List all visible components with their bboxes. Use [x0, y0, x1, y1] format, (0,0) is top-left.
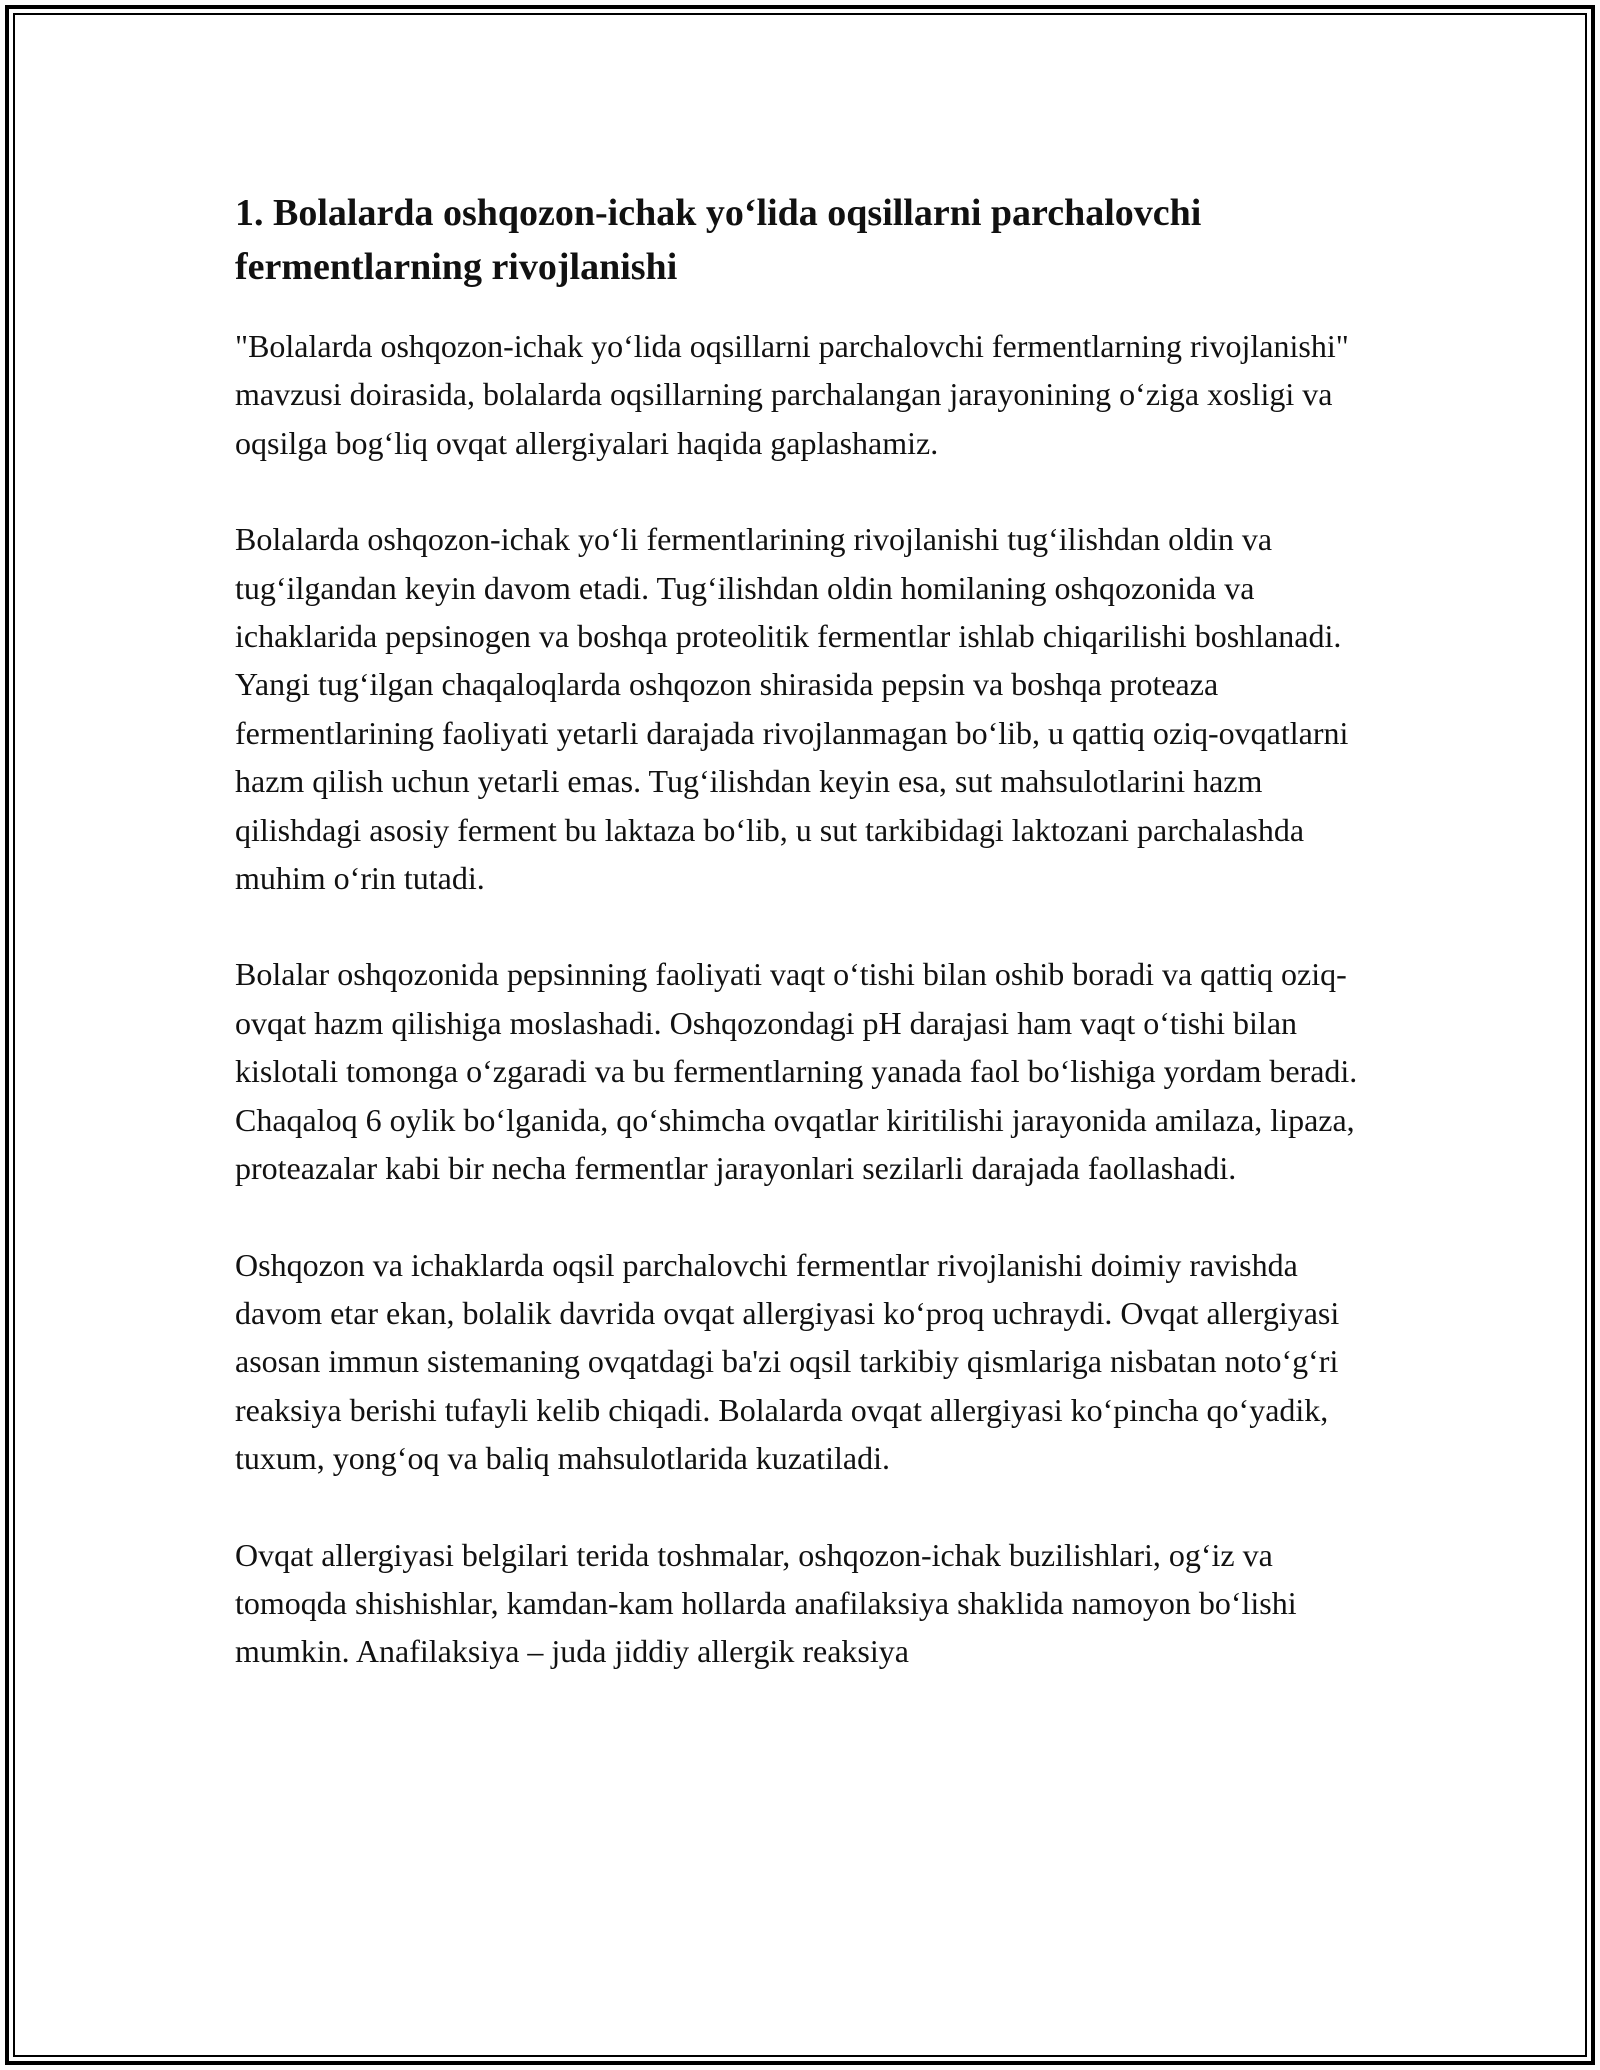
paragraph-intro: "Bolalarda oshqozon-ichak yo‘lida oqsillarni parchalovchi fermentlarning rivojlanishi" mavzusi doirasida, bolalarda oqsillarning parchalangan jarayonining o‘ziga xosligi va oqsilga bog‘liq ovqat allergiyalari haqida gaplashamiz. — [235, 328, 1349, 461]
paragraph-pepsin-activity: Bolalar oshqozonida pepsinning faoliyati vaqt o‘tishi bilan oshib boradi va qattiq oziq-ovqat hazm qilishiga moslashadi. Oshqozondagi pH darajasi ham vaqt o‘tishi bilan kislotali tomonga o‘zgaradi va bu fermentlarning yanada faol bo‘lishiga yordam beradi. Chaqaloq 6 oylik bo‘lganida, qo‘shimcha ovqatlar kiritilishi jarayonida amilaza, lipaza, proteazalar kabi bir necha fermentlar jarayonlari sezilarli darajada faollashadi. — [235, 956, 1358, 1187]
section-heading: 1. Bolalarda oshqozon-ichak yo‘lida oqsillarni parchalovchi fermentlarning rivojlanishi — [235, 192, 1202, 288]
paragraph-enzyme-development: Bolalarda oshqozon-ichak yo‘li fermentlarining rivojlanishi tug‘ilishdan oldin va tug‘ilgandan keyin davom etadi. Tug‘ilishdan oldin homilaning oshqozonida va ichaklarida pepsinogen va boshqa proteolitik fermentlar ishlab chiqarilishi boshlanadi. Yangi tug‘ilgan chaqaloqlarda oshqozon shirasida pepsin va boshqa proteaza fermentlarining faoliyati yetarli darajada rivojlanmagan bo‘lib, u qattiq oziq-ovqatlarni hazm qilish uchun yetarli emas. Tug‘ilishdan keyin esa, sut mahsulotlarini hazm qilishdagi asosiy ferment bu laktaza bo‘lib, u sut tarkibidagi laktozani parchalashda muhim o‘rin tutadi. — [235, 521, 1349, 897]
document-body — [235, 186, 1375, 1724]
paragraph-allergy-symptoms: Ovqat allergiyasi belgilari terida toshmalar, oshqozon-ichak buzilishlari, og‘iz va tomoqda shishishlar, kamdan-kam hollarda anafilaksiya shaklida namoyon bo‘lishi mumkin. Anafilaksiya – juda jiddiy allergik reaksiya — [235, 1536, 1297, 1670]
paragraph-food-allergy: Oshqozon va ichaklarda oqsil parchalovchi fermentlar rivojlanishi doimiy ravishda davom etar ekan, bolalik davrida ovqat allergiyasi ko‘proq uchraydi. Ovqat allergiyasi asosan immun sistemaning ovqatdagi ba'zi oqsil tarkibiy qismlariga nisbatan noto‘g‘ri reaksiya berishi tufayli kelib chiqadi. Bolalarda ovqat allergiyasi ko‘pincha qo‘yadik, tuxum, yong‘oq va baliq mahsulotlarida kuzatiladi. — [235, 1246, 1340, 1477]
